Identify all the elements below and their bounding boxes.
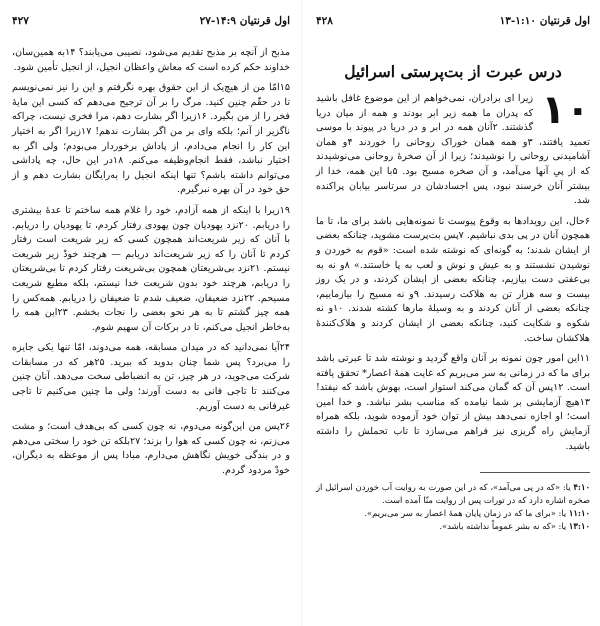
section-title: درس عبرت از بت‌پرستی اسرائیل: [344, 62, 562, 81]
footnote-divider: [480, 472, 590, 473]
running-title: اول قرنتیان ۱:۱۰-۱۳: [499, 15, 590, 27]
footnote: ۴:۱۰ یا: «که در پی می‌آمد»، که در این صورت به روایت آب خوردن اسرائیل از صخره اشاره دارد که در تورات پس از روایت منّا آمده است.: [316, 482, 590, 506]
paragraph: ۱۱این امور چون نمونه بر آنان واقع گردید و نوشته شد تا عبرتی باشد برای ما که در زمانی به سر می‌بریم که غایت همهٔ اعصار* تحقق یافته است. ۱۲پس آن که گمان می‌کند استوار است، بهوش باشد که نیفتد! ۱۳هیچ آزمایشی بر شما نیامده که مناسب بشر نباشد. و خدا امین است؛ او اجازه نمی‌دهد بیش از توان خود آزموده شوید، بلکه همراه آزمایش راه گریزی نیز فراهم می‌سازد تا تاب تحملش را داشته باشید.: [316, 353, 590, 452]
footnote: ۱۱:۱۰ یا: «برای ما که در زمان پایان همهٔ اعصار به سر می‌بریم».: [364, 508, 590, 519]
paragraph: ۱۹زیرا با اینکه از همه آزادم، خود را غلام همه ساختم تا عدهٔ بیشتری را دریابم. ۲۰نزد یهودیان چون یهودی رفتار کردم، تا یهودیان را دریابم. با آنان که زیر شریعت‌اند همچون کسی که زیر شریعت است رفتار کردم تا آنان را که زیر شریعت‌اند دریابم — هرچند خودْ زیر شریعت نیستم. ۲۱نزد بی‌شریعتان همچون بی‌شریعت رفتار کردم تا بی‌شریعتان را دریابم، هرچند خود بدون شریعت خدا نیستم، بلکه مطیع شریعت مسیحم. ۲۲نزد ضعیفان، ضعیف شدم تا ضعیفان را دریابم. همه‌کس را همه چیز گشتم تا به هر نحو بعضی را نجات بخشم. ۲۳این همه را به‌خاطر انجیل می‌کنم، تا در برکات آن سهیم شوم.: [12, 204, 290, 333]
right-page: [302, 0, 600, 626]
chapter-number: ۱۰: [541, 87, 590, 133]
footnote: ۱۳:۱۰ یا: «که نه بشر عموماً نداشته باشد».: [439, 521, 590, 532]
paragraph: ۱۵امّا من از هیچ‌یک از این حقوق بهره نگرفتم و این را نیز نمی‌نویسم تا در حقّم چنین کنید. مرگ را بر آن ترجیح می‌دهم که کسی این مایهٔ فخر را از من بگیرد. ۱۶زیرا اگر بشارت دهم، مرا فخری نیست، چراکه ناگزیر از آنم؛ بلکه وای بر من اگر بشارت ندهم! ۱۷زیرا اگر به اختیار این کار را انجام می‌دادم، از پاداش برخوردار می‌بودم؛ ولی اگر به اختیار نباشد، فقط انجام‌وظیفه می‌کنم. ۱۸در این حال، چه پاداشی می‌توانم داشته باشم؟ تنها اینکه انجیل را به‌رایگان بشارت دهم و از حق خود در آن بهره نبرگیرم.: [12, 82, 290, 196]
running-title: اول قرنتیان ۱۴:۹-۲۷: [199, 15, 290, 27]
left-page-header: [12, 14, 290, 28]
paragraph: مذبح از آنچه بر مذبح تقدیم می‌شود، نصیبی می‌یابند؟ ۱۴به همین‌سان، خداوند حکم کرده است که معاش واعظان انجیل، از انجیل تأمین شود.: [12, 47, 290, 73]
page-number: ۴۲۸: [316, 15, 333, 27]
page-number: ۴۲۷: [12, 15, 29, 27]
paragraph: ۶حال، این رویدادها به وقوع پیوست تا نمونه‌هایی باشد برای ما، تا ما همچون آنان در پی بدی نباشیم. ۷پس بت‌پرست مشوید، چنانکه بعضی از ایشان شدند؛ به گونه‌ای که نوشته شده است: «قوم به خوردن و نوشیدن نشستند و به عیش و نوش و لعب به پا خاستند.» ۸و نه به بی‌عفتی دست بیازیم، چنانکه بعضی از ایشان کردند، و در یک روز بیست و سه هزار تن به هلاکت رسیدند. ۹و نه مسیح را بیازماییم، چنانکه بعضی از آنان کردند و به وسیلهٔ مارها کشته شدند. ۱۰و نه شکوه و شکایت کنید، چنانکه بعضی از ایشان کردند و هلاک‌کنندهٔ هلاکشان ساخت.: [316, 215, 591, 344]
right-page-header: [316, 14, 590, 28]
paragraph: ۱۰ زیرا ای برادران، نمی‌خواهم از این موضوع غافل باشید که پدران ما همه زیر ابر بودند و همه از میان دریا گذشتند. ۲آنان همه در ابر و در دریا در پیوند با موسی تعمید یافتند، ۳و همه همان خوراک روحانی را خوردند ۴و همان آشامیدنی روحانی را نوشیدند؛ زیرا از آن صخرهٔ روحانی می‌نوشیدند که از پی‌ِ آنها می‌آمد، و آن صخره مسیح بود. ۵با این همه، خدا از بیشتر آنان خرسند نبود، پس اجسادشان در سرتاسر بیابان پراکنده شد.: [316, 87, 590, 207]
paragraph: ۲۴آیا نمی‌دانید که در میدان مسابقه، همه می‌دوند، امّا تنها یکی جایزه را می‌برد؟ پس شما چنان بدوید که ببرید. ۲۵هر که در مسابقات شرکت می‌جوید، در هر چیز، تن به انضباطی سخت می‌دهد. آنان چنین می‌کنند تا تاجی فانی به دست آورند؛ ولی ما چنین می‌کنیم تا تاجی غیرفانی به دست آوریم.: [12, 342, 290, 412]
paragraph: ۲۶پس من این‌گونه می‌دوم، نه چون کسی که بی‌هدف است؛ و مشت می‌زنم، نه چون کسی که هوا را بزند؛ ۲۷بلکه تن خود را سختی می‌دهم و در بندگی خویش نگاهش می‌دارم، مبادا پس از موعظه به دیگران، خودْ مردود گردم.: [12, 421, 290, 477]
